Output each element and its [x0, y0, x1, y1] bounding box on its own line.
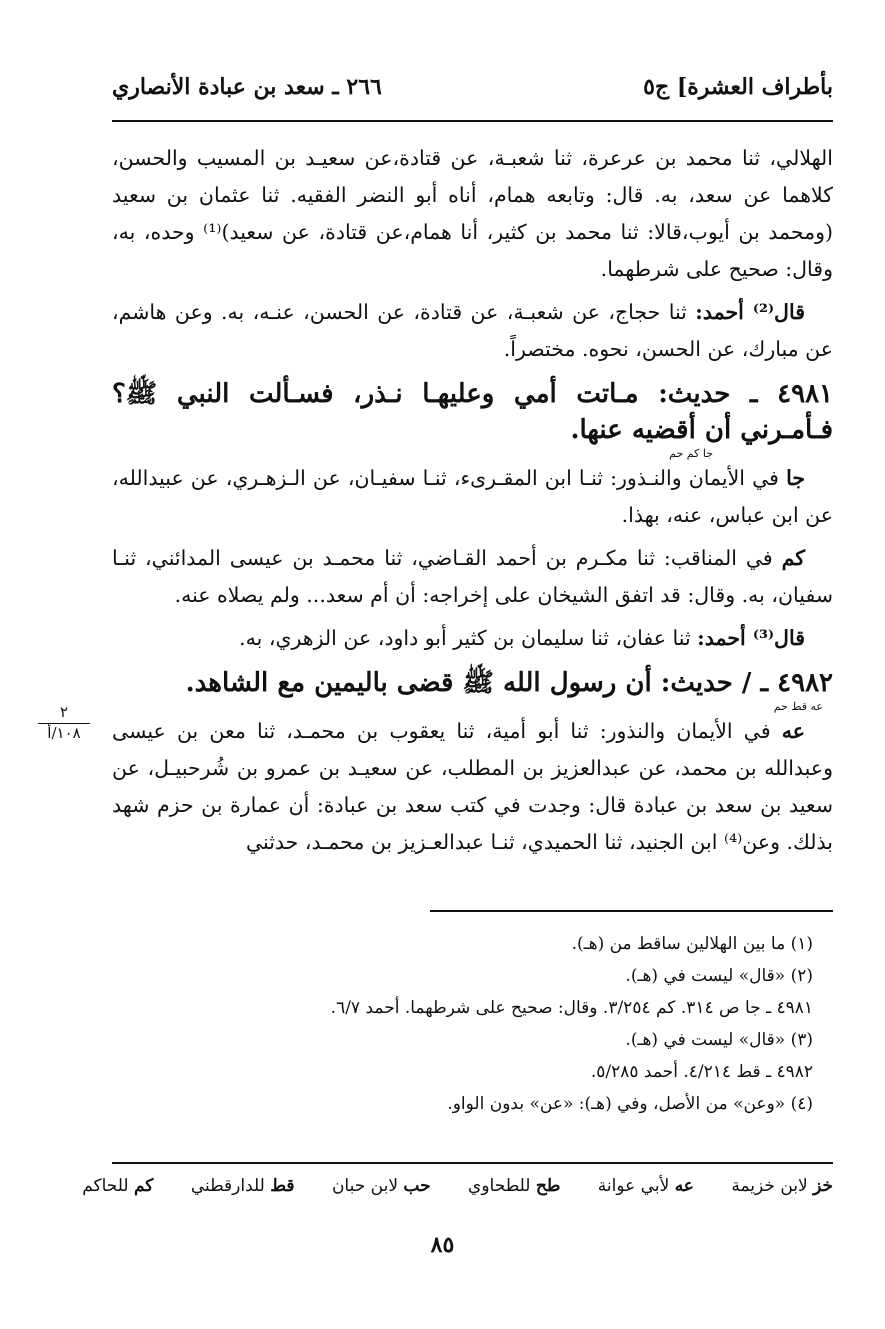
- abbreviations-key: [82, 1176, 833, 1196]
- footnote-2: (٢) «قال» ليست في (هـ).: [625, 966, 813, 986]
- hadith-4982-title: [112, 665, 833, 713]
- footnote-divider: [430, 910, 833, 912]
- manuscript-folio-note: [38, 703, 90, 742]
- abbr-item: حب لابن حبان: [331, 1176, 431, 1196]
- footnotes: [112, 928, 813, 1120]
- paragraph-5: [112, 620, 833, 657]
- abbr-item: قط للدارقطني: [190, 1176, 295, 1196]
- hadith-4981-codes: جا كم حم: [669, 447, 713, 460]
- abbr-item: طح للطحاوي: [468, 1176, 561, 1196]
- paragraph-2-lead: قال⁽²⁾ أحمد:: [695, 300, 805, 324]
- paragraph-6-text: في الأيمان والنذور: ثنا أبو أمية، ثنا يعقوب بن محمـد، ثنا معن بن عيسى وعبدالله بن محمد، عن عبدالعزيز بن المطلب، عن سعيـد بن عمرو بن شُرحبيـل، عن سعيد بن سعد بن عبادة قال: وجدت في كتب سعد بن عبادة: أن عمارة بن حزم شهد بذلك. وعن⁽⁴⁾ ابن الجنيد، ثنا الحميدي، ثنـا عبدالعـزيز بن محمـد، حدثني: [112, 719, 833, 854]
- paragraph-3-text: في الأيمان والنـذور: ثنـا ابن المقـرىء، ثنـا سفيـان، عن الـزهـري، عن عبيدالله، عن ابن عباس، عنه، بهذا.: [112, 466, 833, 527]
- running-header: [112, 70, 833, 114]
- folio-number: ٢: [38, 703, 90, 724]
- footnote-4981: ٤٩٨١ ـ جا ص ٣١٤. كم ٣/٢٥٤. وقال: صحيح على شرطهما. أحمد ٦/٧.: [330, 998, 813, 1018]
- hadith-4982-text: ٤٩٨٢ ـ / حديث: أن رسول الله ﷺ قضى باليمين مع الشاهد.: [185, 668, 833, 698]
- abbr-item: كم للحاكم: [82, 1176, 154, 1196]
- footnote-4: (٤) «وعن» من الأصل، وفي (هـ): «عن» بدون الواو.: [447, 1094, 813, 1114]
- paragraph-5-lead: قال⁽³⁾ أحمد:: [697, 626, 805, 650]
- abbr-item: عه لأبي عوانة: [597, 1176, 694, 1196]
- footnote-3: (٣) «قال» ليست في (هـ).: [625, 1030, 813, 1050]
- paragraph-3-lead: جا: [786, 466, 805, 490]
- paragraph-1: الهلالي، ثنا محمد بن عرعرة، ثنا شعبـة، عن قتادة،عن سعيـد بن المسيب والحسن، كلاهما عن سعد، به. قال: وتابعه همام، أناه أبو النضر الفقيه. ثنا عثمان بن سعيد (ومحمد بن أيوب،قالا: ثنا محمد بن كثير، أنا همام،عن قتادة، عن سعيد)⁽¹⁾ وحده، به، وقال: صحيح على شرطهما.: [112, 146, 834, 281]
- paragraph-4-text: في المناقب: ثنا مكـرم بن أحمد القـاضي، ثنا محمـد بن عيسى المدائني، ثنـا سفيان، به. وقال: قد اتفق الشيخان على إخراجه: أن أم سعد... ولم يصلاه عنه.: [112, 546, 833, 607]
- paragraph-6: [112, 713, 833, 861]
- book-title: بأطراف العشرة] ج٥: [643, 74, 833, 100]
- paragraph-4: [112, 540, 833, 614]
- page-number: ٨٥: [430, 1232, 455, 1258]
- footnote-4982: ٤٩٨٢ ـ قط ٤/٢١٤. أحمد ٥/٢٨٥.: [590, 1062, 813, 1082]
- folio-reference: ١٠٨/أ: [47, 724, 81, 742]
- paragraph-5-text: ثنا عفان، ثنا سليمان بن كثير أبو داود، عن الزهري، به.: [239, 626, 698, 650]
- header-divider: [112, 120, 833, 122]
- hadith-4981-text: ٤٩٨١ ـ حديث: مـاتت أمي وعليهـا نـذر، فسـألت النبي ﷺ؟ فـأمـرني أن أقضيه عنها.: [112, 379, 833, 445]
- paragraph-2-text: ثنا حجاج، عن شعبـة، عن قتادة، عن الحسن، عنـه، به. وعن هاشم، عن مبارك، عن الحسن، نحوه. مختصراً.: [112, 300, 833, 361]
- main-text: [112, 140, 833, 867]
- paragraph-2: [112, 294, 833, 368]
- paragraph-6-lead: عه: [781, 719, 805, 743]
- abbreviations-divider: [112, 1162, 833, 1164]
- hadith-4981-title: [112, 376, 833, 460]
- hadith-4982-codes: عه قط حم: [773, 700, 823, 713]
- paragraph-4-lead: كم: [781, 546, 805, 570]
- paragraph-3: [112, 460, 833, 534]
- abbr-item: خز لابن خزيمة: [731, 1176, 833, 1196]
- footnote-1: (١) ما بين الهلالين ساقط من (هـ).: [571, 934, 813, 954]
- section-title: ٢٦٦ ـ سعد بن عبادة الأنصاري: [112, 74, 382, 100]
